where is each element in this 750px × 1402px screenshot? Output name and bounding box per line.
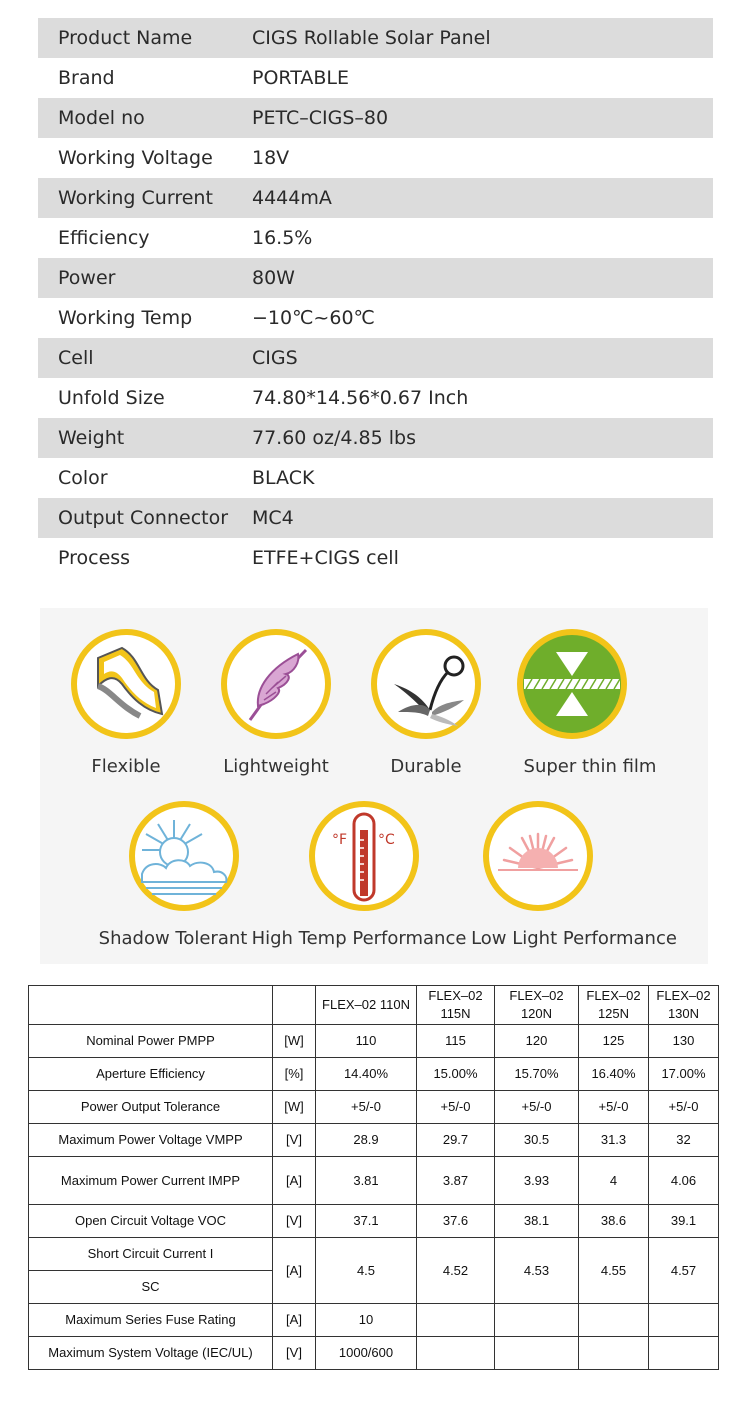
spec-value: CIGS xyxy=(252,347,298,369)
spec-list xyxy=(38,18,713,578)
cell-value: +5/-0 xyxy=(649,1091,719,1124)
spec-row-efficiency xyxy=(38,218,713,258)
spec-value: ETFE+CIGS cell xyxy=(252,547,399,569)
row-unit: [V] xyxy=(273,1337,316,1370)
header-empty xyxy=(29,986,273,1025)
table-row xyxy=(29,1205,719,1238)
cell-value: +5/-0 xyxy=(579,1091,649,1124)
cell-value: 3.93 xyxy=(495,1157,579,1205)
row-unit: [A] xyxy=(273,1238,316,1304)
cell-value: 15.00% xyxy=(417,1058,495,1091)
cell-value: 15.70% xyxy=(495,1058,579,1091)
cell-value: 16.40% xyxy=(579,1058,649,1091)
table-row xyxy=(29,1091,719,1124)
feature-label-flexible: Flexible xyxy=(91,756,161,777)
feature-label-lightweight: Lightweight xyxy=(223,756,329,777)
cell-value: 4.06 xyxy=(649,1157,719,1205)
cell-value: 1000/600 xyxy=(316,1337,417,1370)
spec-row-color xyxy=(38,458,713,498)
row-unit: [A] xyxy=(273,1157,316,1205)
cell-value: 115 xyxy=(417,1025,495,1058)
cell-value: 130 xyxy=(649,1025,719,1058)
cell-value: 37.1 xyxy=(316,1205,417,1238)
spec-row-output-connector xyxy=(38,498,713,538)
row-label: Nominal Power PMPP xyxy=(29,1025,273,1058)
table-row xyxy=(29,1304,719,1337)
cell-empty xyxy=(649,1304,719,1337)
row-label: Maximum Power Current IMPP xyxy=(29,1157,273,1205)
cell-value: +5/-0 xyxy=(316,1091,417,1124)
cell-empty xyxy=(495,1304,579,1337)
feature-low-light xyxy=(482,800,594,912)
spec-label: Color xyxy=(58,467,108,489)
spec-value: 16.5% xyxy=(252,227,313,249)
feature-label-durable: Durable xyxy=(390,756,462,777)
cell-value: 125 xyxy=(579,1025,649,1058)
feature-flexible xyxy=(70,628,182,740)
spec-row-model-no xyxy=(38,98,713,138)
cell-value: 32 xyxy=(649,1124,719,1157)
cell-value: 4 xyxy=(579,1157,649,1205)
cell-value: 14.40% xyxy=(316,1058,417,1091)
row-label: SC xyxy=(29,1271,273,1304)
row-unit: [A] xyxy=(273,1304,316,1337)
spec-value: 18V xyxy=(252,147,290,169)
spec-value: −10℃~60℃ xyxy=(252,307,375,329)
flexible-icon xyxy=(70,628,182,740)
row-label: Maximum Power Voltage VMPP xyxy=(29,1124,273,1157)
model-header: FLEX–02 125N xyxy=(579,986,649,1025)
thin-film-icon xyxy=(516,628,628,740)
feature-label-thin-film: Super thin film xyxy=(523,756,657,777)
spec-label: Efficiency xyxy=(58,227,150,249)
model-header: FLEX–02 115N xyxy=(417,986,495,1025)
spec-label: Working Temp xyxy=(58,307,193,329)
cell-value: 4.52 xyxy=(417,1238,495,1304)
row-label: Maximum System Voltage (IEC/UL) xyxy=(29,1337,273,1370)
cell-value: 17.00% xyxy=(649,1058,719,1091)
row-label: Power Output Tolerance xyxy=(29,1091,273,1124)
cell-value: 39.1 xyxy=(649,1205,719,1238)
thermometer-icon xyxy=(308,800,420,912)
row-unit: [W] xyxy=(273,1025,316,1058)
cell-value: +5/-0 xyxy=(495,1091,579,1124)
spec-row-power xyxy=(38,258,713,298)
header-empty xyxy=(273,986,316,1025)
row-unit: [V] xyxy=(273,1124,316,1157)
cell-value: 4.5 xyxy=(316,1238,417,1304)
feature-panel xyxy=(40,608,708,964)
row-unit: [V] xyxy=(273,1205,316,1238)
spec-row-working-temp xyxy=(38,298,713,338)
cell-value: 4.57 xyxy=(649,1238,719,1304)
spec-row-product-name xyxy=(38,18,713,58)
cell-value: 30.5 xyxy=(495,1124,579,1157)
spec-label: Working Current xyxy=(58,187,213,209)
cell-value: 3.81 xyxy=(316,1157,417,1205)
table-row xyxy=(29,1238,719,1271)
spec-label: Weight xyxy=(58,427,125,449)
table-row xyxy=(29,1157,719,1205)
cell-value: 110 xyxy=(316,1025,417,1058)
row-label: Aperture Efficiency xyxy=(29,1058,273,1091)
spec-row-cell xyxy=(38,338,713,378)
feather-icon xyxy=(220,628,332,740)
feature-label-low-light: Low Light Performance xyxy=(471,928,677,949)
table-header-row xyxy=(29,986,719,1025)
sunrise-icon xyxy=(482,800,594,912)
row-label: Maximum Series Fuse Rating xyxy=(29,1304,273,1337)
feature-shadow-tolerant xyxy=(128,800,240,912)
spec-row-unfold-size xyxy=(38,378,713,418)
spec-row-process xyxy=(38,538,713,578)
table-row xyxy=(29,1058,719,1091)
feature-high-temp xyxy=(308,800,420,912)
cell-value: 120 xyxy=(495,1025,579,1058)
spec-label: Brand xyxy=(58,67,115,89)
spec-label: Unfold Size xyxy=(58,387,165,409)
cell-empty xyxy=(417,1337,495,1370)
model-header: FLEX–02 110N xyxy=(316,986,417,1025)
spec-value: 74.80*14.56*0.67 Inch xyxy=(252,387,469,409)
spec-label: Power xyxy=(58,267,116,289)
cell-empty xyxy=(417,1304,495,1337)
cell-value: 29.7 xyxy=(417,1124,495,1157)
spec-value: MC4 xyxy=(252,507,294,529)
spec-value: 80W xyxy=(252,267,295,289)
cell-value: 31.3 xyxy=(579,1124,649,1157)
feature-label-shadow-tolerant: Shadow Tolerant xyxy=(98,928,248,949)
feature-thin-film xyxy=(516,628,628,740)
cell-value: 38.6 xyxy=(579,1205,649,1238)
spec-label: Working Voltage xyxy=(58,147,213,169)
cell-empty xyxy=(495,1337,579,1370)
feature-lightweight xyxy=(220,628,332,740)
table-row xyxy=(29,1124,719,1157)
fahrenheit-label: °F xyxy=(332,832,348,848)
cell-value: 3.87 xyxy=(417,1157,495,1205)
cell-empty xyxy=(649,1337,719,1370)
feature-label-high-temp: High Temp Performance xyxy=(251,928,467,949)
cell-value: 10 xyxy=(316,1304,417,1337)
spec-label: Cell xyxy=(58,347,94,369)
spec-value: PORTABLE xyxy=(252,67,349,89)
spec-value: CIGS Rollable Solar Panel xyxy=(252,27,491,49)
spec-row-working-voltage xyxy=(38,138,713,178)
spec-label: Output Connector xyxy=(58,507,229,529)
cell-value: 38.1 xyxy=(495,1205,579,1238)
table-row xyxy=(29,1025,719,1058)
spec-label: Process xyxy=(58,547,131,569)
model-header: FLEX–02 120N xyxy=(495,986,579,1025)
cell-value: 28.9 xyxy=(316,1124,417,1157)
spec-value: 77.60 oz/4.85 lbs xyxy=(252,427,417,449)
spec-row-working-current xyxy=(38,178,713,218)
spec-value: BLACK xyxy=(252,467,315,489)
spec-value: PETC–CIGS–80 xyxy=(252,107,389,129)
durable-icon xyxy=(370,628,482,740)
cell-value: 4.55 xyxy=(579,1238,649,1304)
spec-value: 4444mA xyxy=(252,187,332,209)
table-row xyxy=(29,1337,719,1370)
spec-label: Product Name xyxy=(58,27,193,49)
row-label: Short Circuit Current I xyxy=(29,1238,273,1271)
row-unit: [W] xyxy=(273,1091,316,1124)
spec-label: Model no xyxy=(58,107,145,129)
cell-empty xyxy=(579,1337,649,1370)
cell-value: +5/-0 xyxy=(417,1091,495,1124)
spec-row-brand xyxy=(38,58,713,98)
cell-empty xyxy=(579,1304,649,1337)
feature-durable xyxy=(370,628,482,740)
spec-table xyxy=(28,985,719,1370)
cell-value: 37.6 xyxy=(417,1205,495,1238)
row-unit: [%] xyxy=(273,1058,316,1091)
spec-row-weight xyxy=(38,418,713,458)
sun-cloud-icon xyxy=(128,800,240,912)
cell-value: 4.53 xyxy=(495,1238,579,1304)
model-header: FLEX–02 130N xyxy=(649,986,719,1025)
celsius-label: °C xyxy=(378,832,395,848)
row-label: Open Circuit Voltage VOC xyxy=(29,1205,273,1238)
